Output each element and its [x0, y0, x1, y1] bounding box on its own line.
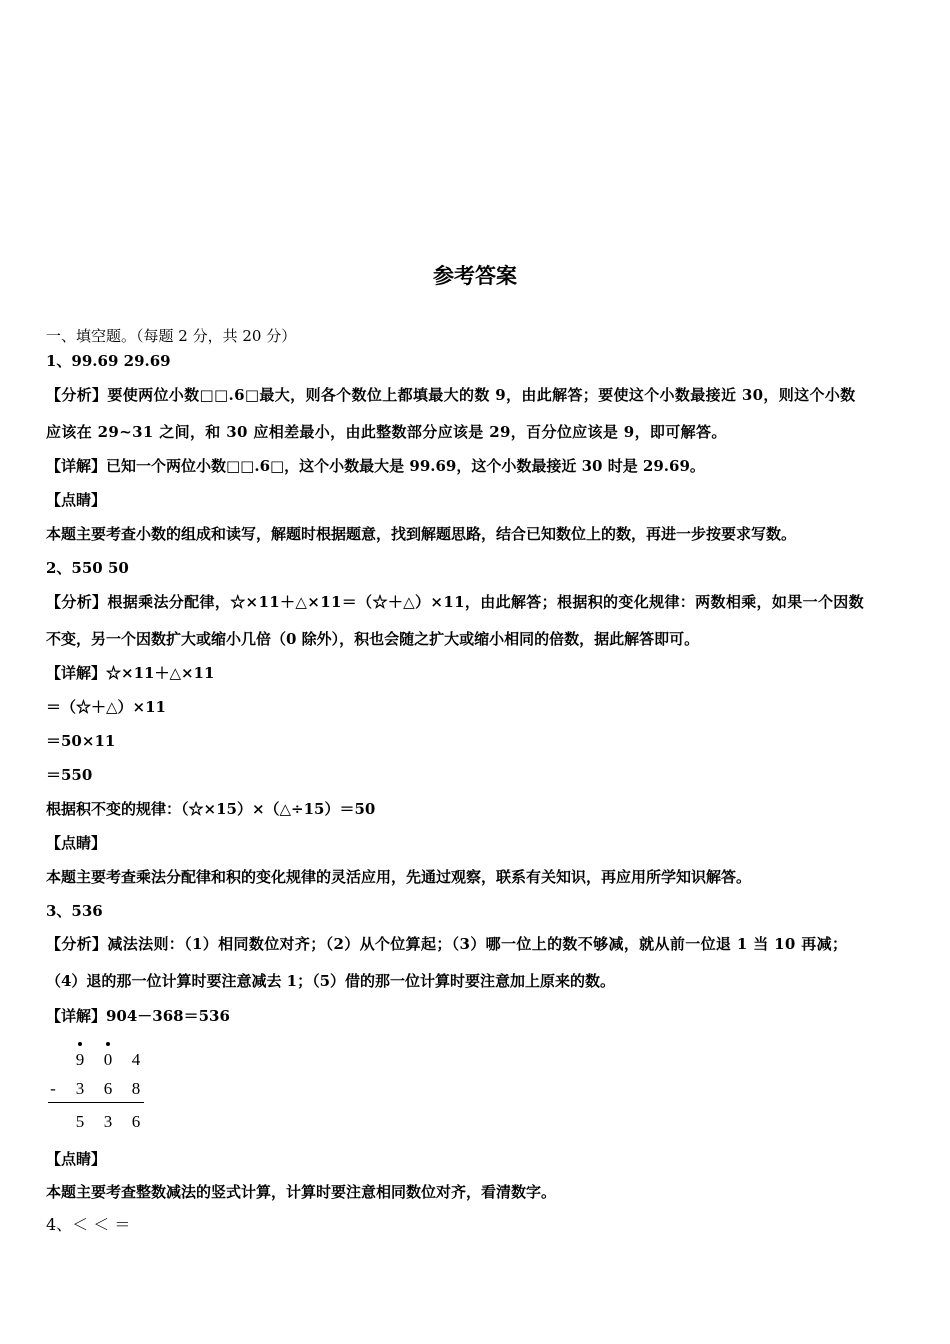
- q1-analysis-line-1: 【分析】要使两位小数□□.6□最大，则各个数位上都填最大的数 9，由此解答；要使这个小数最接近 30，则这个小数: [46, 386, 856, 404]
- subtrahend-digit: 6: [103, 1079, 113, 1098]
- calc-rule-line: [48, 1102, 144, 1103]
- q2-comment: 本题主要考查乘法分配律和积的变化规律的灵活应用，先通过观察，联系有关知识，再应用所学知识解答。: [46, 868, 752, 886]
- q3-analysis-line-1: 【分析】减法法则：（1）相同数位对齐；（2）从个位算起；（3）哪一位上的数不够减，就从前一位退 1 当 10 再减；: [46, 935, 848, 953]
- minuend-digit: 4: [131, 1050, 141, 1069]
- subtrahend-digit: 3: [75, 1079, 85, 1098]
- q2-detail-line-1: 【详解】☆×11＋△×11: [46, 664, 215, 682]
- q3-answer: 3、536: [46, 902, 103, 920]
- q2-detail-line-4: ＝550: [46, 766, 93, 784]
- q2-detail-line-3: ＝50×11: [46, 732, 116, 750]
- borrow-dot: [106, 1042, 110, 1046]
- q4-answer: 4、＜ ＜ ＝: [46, 1215, 131, 1234]
- q1-analysis-line-2: 应该在 29~31 之间，和 30 应相差最小，由此整数部分应该是 29，百分位应该是 9，即可解答。: [46, 423, 727, 441]
- q3-comment: 本题主要考查整数减法的竖式计算，计算时要注意相同数位对齐，看清数字。: [46, 1183, 557, 1201]
- minuend-digit: 9: [75, 1050, 85, 1069]
- difference-digit: 5: [75, 1112, 85, 1131]
- vertical-subtraction: [46, 1036, 166, 1136]
- q3-analysis-line-2: （4）退的那一位计算时要注意减去 1；（5）借的那一位计算时要注意加上原来的数。: [46, 972, 616, 990]
- q2-detail-line-5: 根据积不变的规律：（☆×15）×（△÷15）＝50: [46, 800, 376, 818]
- q3-detail: 【详解】904－368＝536: [46, 1007, 230, 1025]
- q2-detail-line-2: ＝（☆＋△）×11: [46, 698, 166, 716]
- q3-comment-heading: 【点睛】: [46, 1150, 107, 1168]
- difference-digit: 6: [131, 1112, 141, 1131]
- q1-answer: 1、99.69 29.69: [46, 352, 171, 370]
- borrow-dot: [78, 1042, 82, 1046]
- q1-comment-heading: 【点睛】: [46, 491, 107, 509]
- q2-comment-heading: 【点睛】: [46, 834, 107, 852]
- q2-answer: 2、550 50: [46, 559, 129, 577]
- minus-sign: -: [50, 1079, 56, 1098]
- section-heading: 一、填空题。（每题 2 分，共 20 分）: [46, 327, 297, 345]
- q2-analysis-line-2: 不变，另一个因数扩大或缩小几倍（0 除外），积也会随之扩大或缩小相同的倍数，据此解答即可。: [46, 630, 700, 648]
- minuend-digit: 0: [103, 1050, 113, 1069]
- page-title: 参考答案: [433, 264, 517, 288]
- subtrahend-digit: 8: [131, 1079, 141, 1098]
- difference-digit: 3: [103, 1112, 113, 1131]
- q1-comment: 本题主要考查小数的组成和读写，解题时根据题意，找到解题思路，结合已知数位上的数，再进一步按要求写数。: [46, 525, 797, 543]
- q2-analysis-line-1: 【分析】根据乘法分配律，☆×11＋△×11＝（☆＋△）×11，由此解答；根据积的变化规律：两数相乘，如果一个因数: [46, 593, 865, 611]
- q1-detail: 【详解】已知一个两位小数□□.6□，这个小数最大是 99.69，这个小数最接近 30 时是 29.69。: [46, 457, 705, 475]
